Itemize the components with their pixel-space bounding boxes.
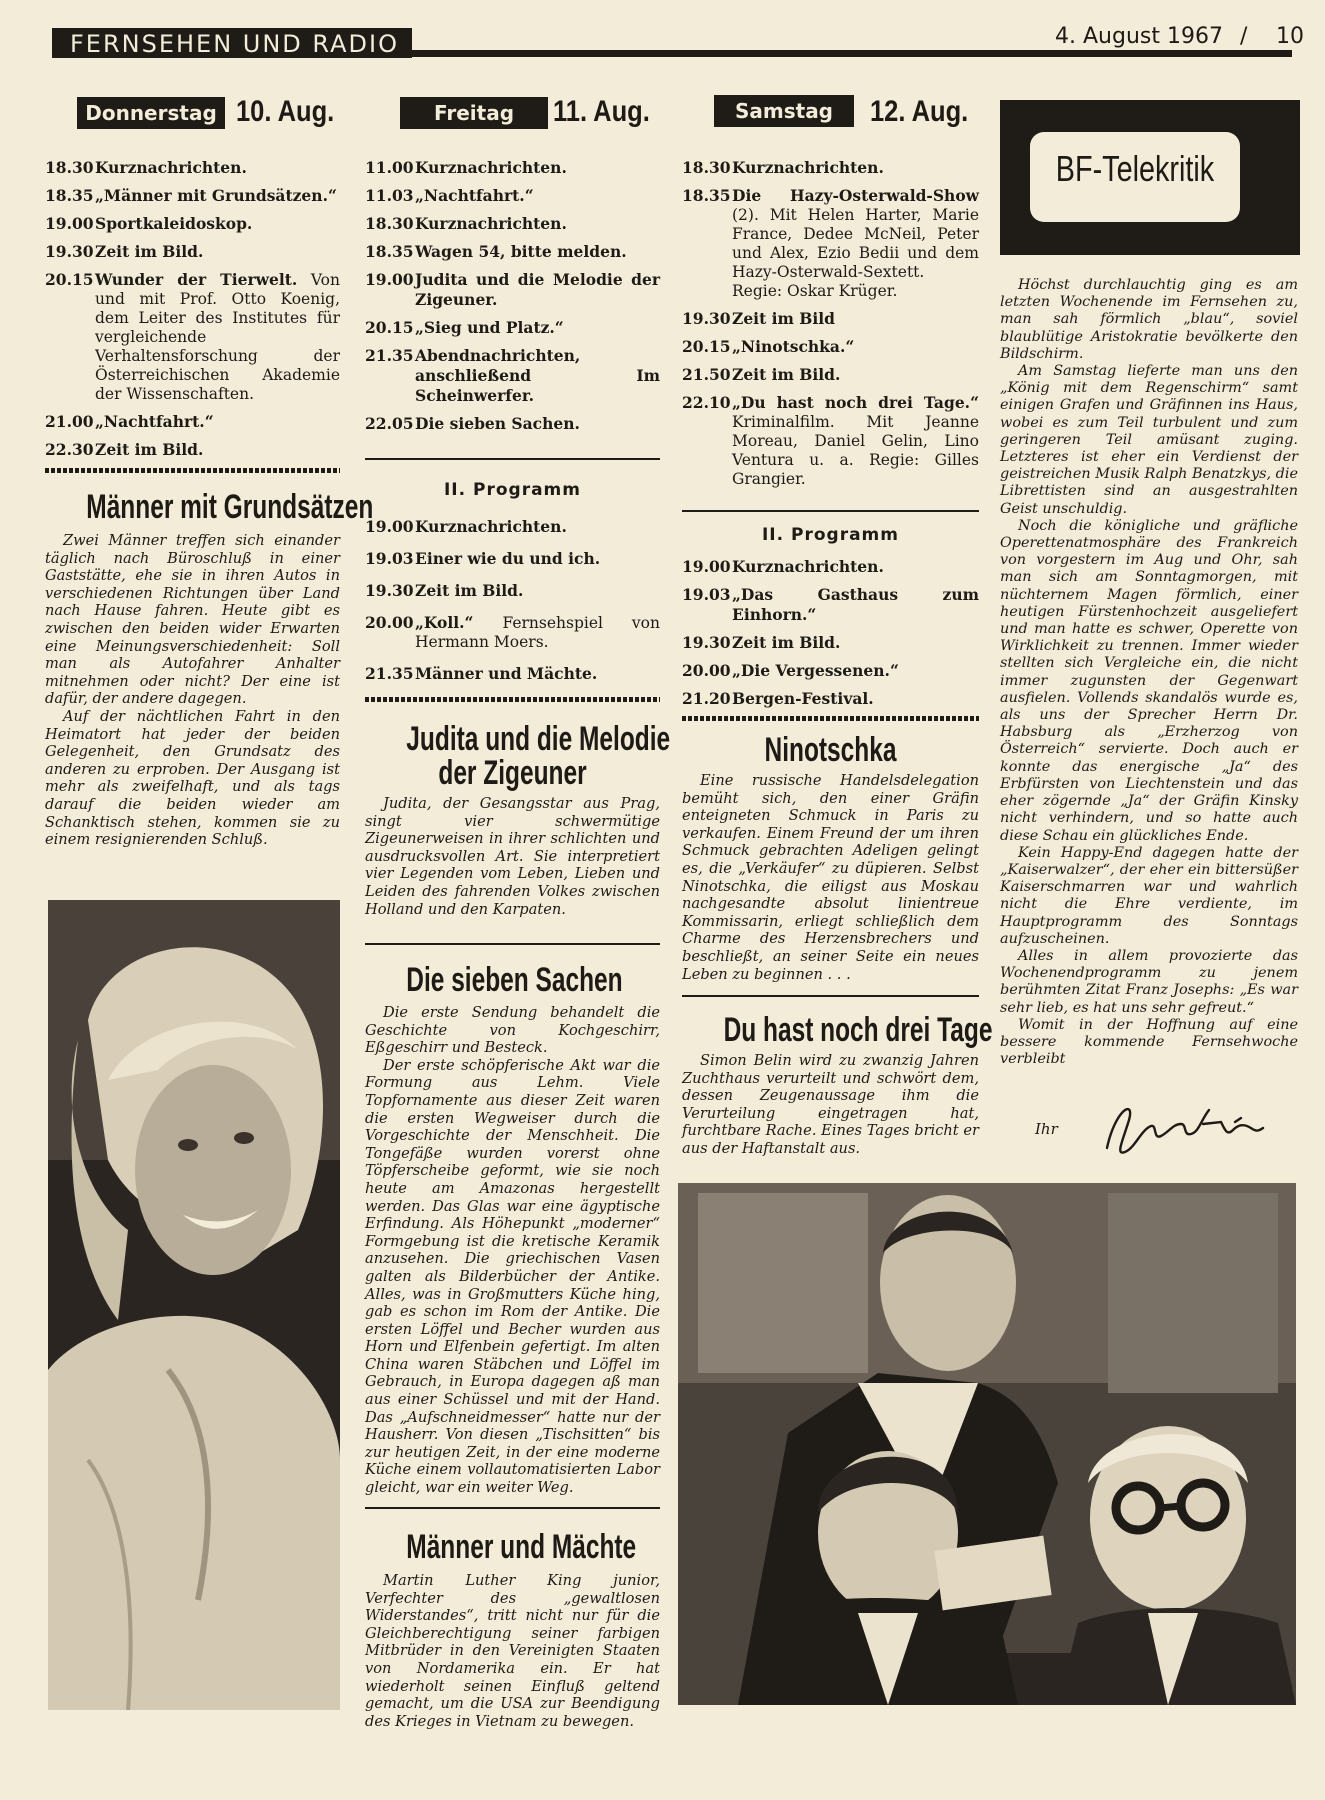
- entry-title: Kurznachrichten.: [415, 158, 567, 177]
- entry-title: Die Hazy-Osterwald-Show: [732, 186, 979, 205]
- signoff: Ihr: [1035, 1120, 1058, 1138]
- entry-time: 19.03: [365, 549, 414, 568]
- entry-title: Kurznachrichten.: [732, 158, 884, 177]
- day-badge-thursday: Donnerstag: [77, 97, 225, 129]
- dotted-rule: [365, 697, 660, 702]
- day-date-thursday: 10. Aug.: [236, 95, 335, 128]
- paragraph: Noch die königliche und gräfliche Operettenatmosphäre des Frankreich von vorgestern im Aug und Ohr, sah man sich am Sonntagmorgen, mit nüchternem Magen förmlich, einer heutigen Fürstenhochzeit ausgeliefert und man hatte es schwer, Operette von Wirklichkeit zu trennen. Immer wieder stellten sich Vergleiche ein, die nicht immer zugunsten der Gegenwart ausfielen. Vollends skandalös wurde es, als uns der Sprecher Herrn Dr. Habsburg als „Erzherzog von Österreich“ servierte. Doch auch er konnte das energische „Ja“ des Erbfürsten von Liechtenstein und das eher zögernde „Ja“ der Gräfin Kinsky nicht verhindern, und so hatte auch diese Schau ein glückliches Ende.: [1000, 517, 1298, 844]
- entry-title: Kurznachrichten.: [415, 517, 567, 536]
- entry-desc: anschließend Im Scheinwerfer.: [415, 366, 660, 405]
- program2-label-saturday: II. Programm: [761, 525, 899, 545]
- divider-rule: [365, 458, 660, 460]
- entry-time: 18.30: [45, 158, 94, 177]
- entry-title: Wunder der Tierwelt.: [95, 270, 298, 289]
- dotted-rule: [45, 468, 340, 473]
- schedule-saturday-program2: [682, 557, 979, 717]
- entry-time: 19.00: [45, 214, 94, 233]
- schedule-entry: [45, 242, 340, 262]
- schedule-entry: [365, 549, 660, 569]
- schedule-entry: [45, 412, 340, 432]
- schedule-entry: [365, 414, 660, 434]
- page-number: 10: [1276, 24, 1304, 49]
- photo-scene-image: [678, 1183, 1296, 1705]
- entry-title: Zeit im Bild.: [415, 581, 524, 600]
- entry-time: 19.30: [365, 581, 414, 600]
- schedule-entry: [45, 440, 340, 460]
- entry-title: Zeit im Bild.: [732, 365, 841, 384]
- paragraph: Der erste schöpferische Akt war die Formung aus Lehm. Viele Topfornamente aus dieser Zeit waren die ersten Wegweiser durch die Vorgeschichte der Menschheit. Die Tongefäße wurden vorerst ohne Töpferscheibe geformt, wie sie noch heute am Amazonas hergestellt werden. Das Glas war eine ägyptische Erfindung. Als Höhepunkt „moderner“ Formgebung ist die kretische Keramik anzusehen. Die griechischen Vasen galten als Bilderbücher der Antike. Alles, was in Großmutters Küche hing, gab es schon im Rom der Antike. Die ersten Löffel und Becher wurden aus Horn und Elfenbein gefertigt. Im alten China waren Stäbchen und Löffel im Gebrauch, in Europa dagegen aß man aus einer Schüssel und mit der Hand. Das „Aufschneidmesser“ hatte nur der Hausherr. Von diesen „Tischsitten“ bis zur heutigen Zeit, in der eine moderne Küche einem vollautomatisierten Labor gleicht, war ein weiter Weg.: [365, 1056, 660, 1497]
- entry-title: Sportkaleidoskop.: [95, 214, 253, 233]
- photo-ninotschka-scene: [678, 1183, 1296, 1705]
- schedule-entry: [45, 270, 340, 404]
- entry-title: „Die Vergessenen.“: [732, 661, 899, 680]
- paragraph: Die erste Sendung behandelt die Geschichte von Kochgeschirr, Eßgeschirr und Besteck.: [365, 1004, 660, 1057]
- schedule-entry: [365, 186, 660, 206]
- entry-time: 18.35: [682, 186, 731, 205]
- schedule-entry: [365, 581, 660, 601]
- schedule-entry: [45, 158, 340, 178]
- paragraph: Alles in allem provozierte das Wochenendprogramm zu jenem berühmten Zitat Franz Josephs: „Es war sehr lieb, es hat uns sehr gefreut.“: [1000, 947, 1298, 1016]
- entry-time: 22.10: [682, 393, 731, 412]
- schedule-entry: [682, 585, 979, 625]
- entry-time: 18.30: [365, 214, 414, 233]
- schedule-entry: [682, 186, 979, 301]
- divider-rule: [682, 995, 979, 997]
- photo-judita: [48, 900, 340, 1710]
- schedule-entry: [365, 158, 660, 178]
- entry-time: 18.35: [365, 242, 414, 261]
- entry-title: Zeit im Bild.: [95, 440, 204, 459]
- entry-time: 21.20: [682, 689, 731, 708]
- schedule-friday: [365, 158, 660, 442]
- entry-title: Bergen-Festival.: [732, 689, 874, 708]
- paragraph: Judita, der Gesangsstar aus Prag, singt vier schwermütige Zigeunerweisen in ihrer schlichten und ausdrucksvollen Art. Sie interpretiert vier Legenden vom Leben, Lieben und Leiden des fahrenden Volkes zwischen Holland und den Karpaten.: [365, 795, 660, 918]
- schedule-entry: [682, 689, 979, 709]
- paragraph: Kein Happy-End dagegen hatte der „Kaiserwalzer“, der eher ein bittersüßer Kaiserschmarren war und wahrlich nicht die Ehre verdiente, im Hauptprogramm des Sonntags aufzuscheinen.: [1000, 844, 1298, 947]
- article-headline-maechte: Männer und Mächte: [406, 1528, 637, 1566]
- entry-time: 21.50: [682, 365, 731, 384]
- schedule-entry: [682, 309, 979, 329]
- entry-time: 18.30: [682, 158, 731, 177]
- schedule-entry: [45, 186, 340, 206]
- entry-time: 21.35: [365, 346, 414, 365]
- schedule-saturday: [682, 158, 979, 497]
- entry-time: 11.00: [365, 158, 414, 177]
- entry-time: 18.35: [45, 186, 94, 205]
- day-date-friday: 11. Aug.: [553, 95, 650, 128]
- photo-judita-image: [48, 900, 340, 1710]
- entry-title: Männer und Mächte.: [415, 664, 598, 683]
- article-headline-maenner: Männer mit Grundsätzen: [86, 488, 374, 526]
- schedule-entry: [365, 214, 660, 234]
- paragraph: Auf der nächtlichen Fahrt in den Heimatort hat jeder der beiden Gelegenheit, den Grundsatz des anderen zu erproben. Der Ausgang ist mehr als zweifelhaft, und als tags darauf die beiden wieder am Schanktisch stehen, kommen sie zu einem resignierenden Schluß.: [45, 707, 340, 849]
- day-date-saturday: 12. Aug.: [870, 95, 969, 128]
- entry-time: 20.00: [365, 613, 414, 632]
- schedule-friday-program2: [365, 517, 660, 696]
- paragraph: Höchst durchlauchtig ging es am letzten Wochenende im Fernsehen zu, man sah förmlich „blau“, soviel blaublütige Aristokratie bevölkerte den Bildschirm.: [1000, 277, 1298, 362]
- divider-rule: [365, 943, 660, 945]
- entry-time: 22.30: [45, 440, 94, 459]
- header-rule: [412, 50, 1292, 57]
- paragraph: Womit in der Hoffnung auf eine bessere kommende Fernsehwoche verbleibt: [1000, 1016, 1298, 1068]
- signature-spectator: [1095, 1090, 1275, 1162]
- schedule-entry: [365, 242, 660, 262]
- entry-desc: (2). Mit Helen Harter, Marie France, Dedee McNeil, Peter und Alex, Ezio Bedii und dem Hazy-Osterwald-Sextett. Regie: Oskar Krüger.: [732, 206, 979, 300]
- entry-title: Zeit im Bild.: [95, 242, 204, 261]
- entry-time: 19.30: [682, 309, 731, 328]
- divider-rule: [682, 510, 979, 512]
- entry-time: 19.30: [682, 633, 731, 652]
- schedule-entry: [45, 214, 340, 234]
- dotted-rule: [682, 716, 979, 721]
- article-headline-sieben: Die sieben Sachen: [406, 961, 623, 999]
- schedule-entry: [682, 661, 979, 681]
- entry-title: „Nachtfahrt.“: [415, 186, 534, 205]
- header-separator: /: [1240, 24, 1248, 49]
- article-headline-judita-2: der Zigeuner: [438, 754, 587, 792]
- article-body-ninotschka: [682, 772, 979, 983]
- entry-title: „Männer mit Grundsätzen.“: [95, 186, 337, 205]
- entry-title: „Das Gasthaus zum Einhorn.“: [732, 585, 979, 624]
- schedule-entry: [682, 557, 979, 577]
- entry-title: Die sieben Sachen.: [415, 414, 580, 433]
- article-body-judita: [365, 795, 660, 918]
- signature-drawing: [1095, 1090, 1275, 1162]
- entry-time: 22.05: [365, 414, 414, 433]
- article-headline-dreitage: Du hast noch drei Tage: [723, 1011, 993, 1049]
- schedule-entry: [365, 346, 660, 406]
- entry-title: Wagen 54, bitte melden.: [415, 242, 627, 261]
- schedule-entry: [365, 318, 660, 338]
- entry-time: 20.15: [682, 337, 731, 356]
- entry-time: 19.00: [365, 517, 414, 536]
- entry-title: Judita und die Melodie der Zigeuner.: [415, 270, 660, 309]
- entry-title: „Nachtfahrt.“: [95, 412, 214, 431]
- schedule-entry: [682, 337, 979, 357]
- entry-title: Abendnachrichten,: [415, 346, 581, 365]
- schedule-entry: [682, 365, 979, 385]
- entry-time: 19.03: [682, 585, 731, 604]
- article-headline-ninotschka: Ninotschka: [764, 731, 897, 769]
- entry-title: „Koll.“: [415, 613, 474, 632]
- entry-title: Kurznachrichten.: [732, 557, 884, 576]
- schedule-entry: [682, 158, 979, 178]
- entry-title: Zeit im Bild: [732, 309, 836, 328]
- schedule-thursday: [45, 158, 340, 468]
- entry-time: 19.00: [365, 270, 414, 289]
- entry-desc: Fernsehspiel von Hermann Moers.: [415, 614, 660, 651]
- schedule-entry: [365, 270, 660, 310]
- entry-title: Kurznachrichten.: [95, 158, 247, 177]
- issue-date: 4. August 1967: [1055, 24, 1223, 49]
- entry-time: 21.35: [365, 664, 414, 683]
- section-title: FERNSEHEN UND RADIO: [70, 30, 399, 58]
- telekritik-body: [1000, 277, 1298, 1068]
- article-body-maenner: [45, 532, 340, 849]
- paragraph: Zwei Männer treffen sich einander täglich nach Büroschluß in einer Gaststätte, ehe sie in ihren Autos in verschiedenen Richtungen über Land nach Hause fahren. Heute gibt es zwischen den beiden wider Erwarten eine Meinungsverschiedenheit: Soll man als Autofahrer Anhalter mitnehmen oder nicht? Der eine ist dafür, der andere dagegen.: [45, 532, 340, 708]
- article-body-dreitage: [682, 1052, 979, 1158]
- entry-time: 11.03: [365, 186, 414, 205]
- entry-time: 21.00: [45, 412, 94, 431]
- entry-title: Einer wie du und ich.: [415, 549, 601, 568]
- article-body-maechte: [365, 1572, 660, 1730]
- entry-title: Kurznachrichten.: [415, 214, 567, 233]
- entry-title: „Ninotschka.“: [732, 337, 855, 356]
- divider-rule: [365, 1507, 660, 1509]
- paragraph: Simon Belin wird zu zwanzig Jahren Zuchthaus verurteilt und schwört dem, dessen Zeugenaussage ihm die Verurteilung eingetragen hat, furchtbare Rache. Eines Tages bricht er aus der Haftanstalt aus.: [682, 1052, 979, 1157]
- entry-desc: Kriminalfilm. Mit Jeanne Moreau, Daniel Gelin, Lino Ventura u. a. Regie: Gilles Grangier.: [732, 413, 979, 488]
- entry-desc: Von und mit Prof. Otto Koenig, dem Leiter des Institutes für vergleichende Verhaltensforschung der Österreichischen Akademie der Wissenschaften.: [95, 271, 340, 403]
- schedule-entry: [682, 393, 979, 489]
- schedule-entry: [682, 633, 979, 653]
- day-badge-friday: Freitag: [400, 97, 548, 129]
- schedule-entry: [365, 517, 660, 537]
- paragraph: Eine russische Handelsdelegation bemüht sich, den einer Gräfin enteigneten Schmuck in Paris zu verkaufen. Einem Freund der um ihren Schmuck gebrachten Adeligen gelingt es, die „Verkäufer“ zu düpieren. Selbst Ninotschka, die eiligst aus Moskau nachgesandte absolut linientreue Kommissarin, erliegt schließlich dem Charme des Herzensbrechers und beschließt, an seiner Seite ein neues Leben zu beginnen . . .: [682, 772, 979, 983]
- article-headline-judita-1: Judita und die Melodie: [406, 720, 671, 758]
- entry-time: 20.15: [365, 318, 414, 337]
- schedule-entry: [365, 613, 660, 652]
- schedule-entry: [365, 664, 660, 684]
- entry-time: 19.00: [682, 557, 731, 576]
- paragraph: Am Samstag lieferte man uns den „König mit dem Regenschirm“ samt einigen Grafen und Gräfinnen ins Haus, wobei es zum Teil turbulent und zum geringeren Teil amüsant zuging. Letzteres ist eher ein Verdienst der geistreichen Musik Ralph Benatzkys, die Librettisten sind an ausgestrahlten Geist unschuldig.: [1000, 363, 1298, 517]
- article-body-sieben: [365, 1004, 660, 1497]
- entry-title: „Du hast noch drei Tage.“: [732, 393, 979, 412]
- program2-label-friday: II. Programm: [443, 480, 581, 500]
- day-badge-saturday: Samstag: [714, 95, 854, 127]
- telekritik-title: BF-Telekritik: [1055, 148, 1215, 189]
- entry-time: 20.15: [45, 270, 94, 289]
- entry-title: „Sieg und Platz.“: [415, 318, 564, 337]
- entry-title: Zeit im Bild.: [732, 633, 841, 652]
- paragraph: Martin Luther King junior, Verfechter des „gewaltlosen Widerstandes“, tritt nicht nur für die Gleichberechtigung seiner farbigen Mitbrüder in den Vereinigten Staaten von Nordamerika ein. Er hat wiederholt seinen Einfluß geltend gemacht, um die USA zur Beendigung des Krieges in Vietnam zu bewegen.: [365, 1572, 660, 1730]
- entry-time: 20.00: [682, 661, 731, 680]
- entry-time: 19.30: [45, 242, 94, 261]
